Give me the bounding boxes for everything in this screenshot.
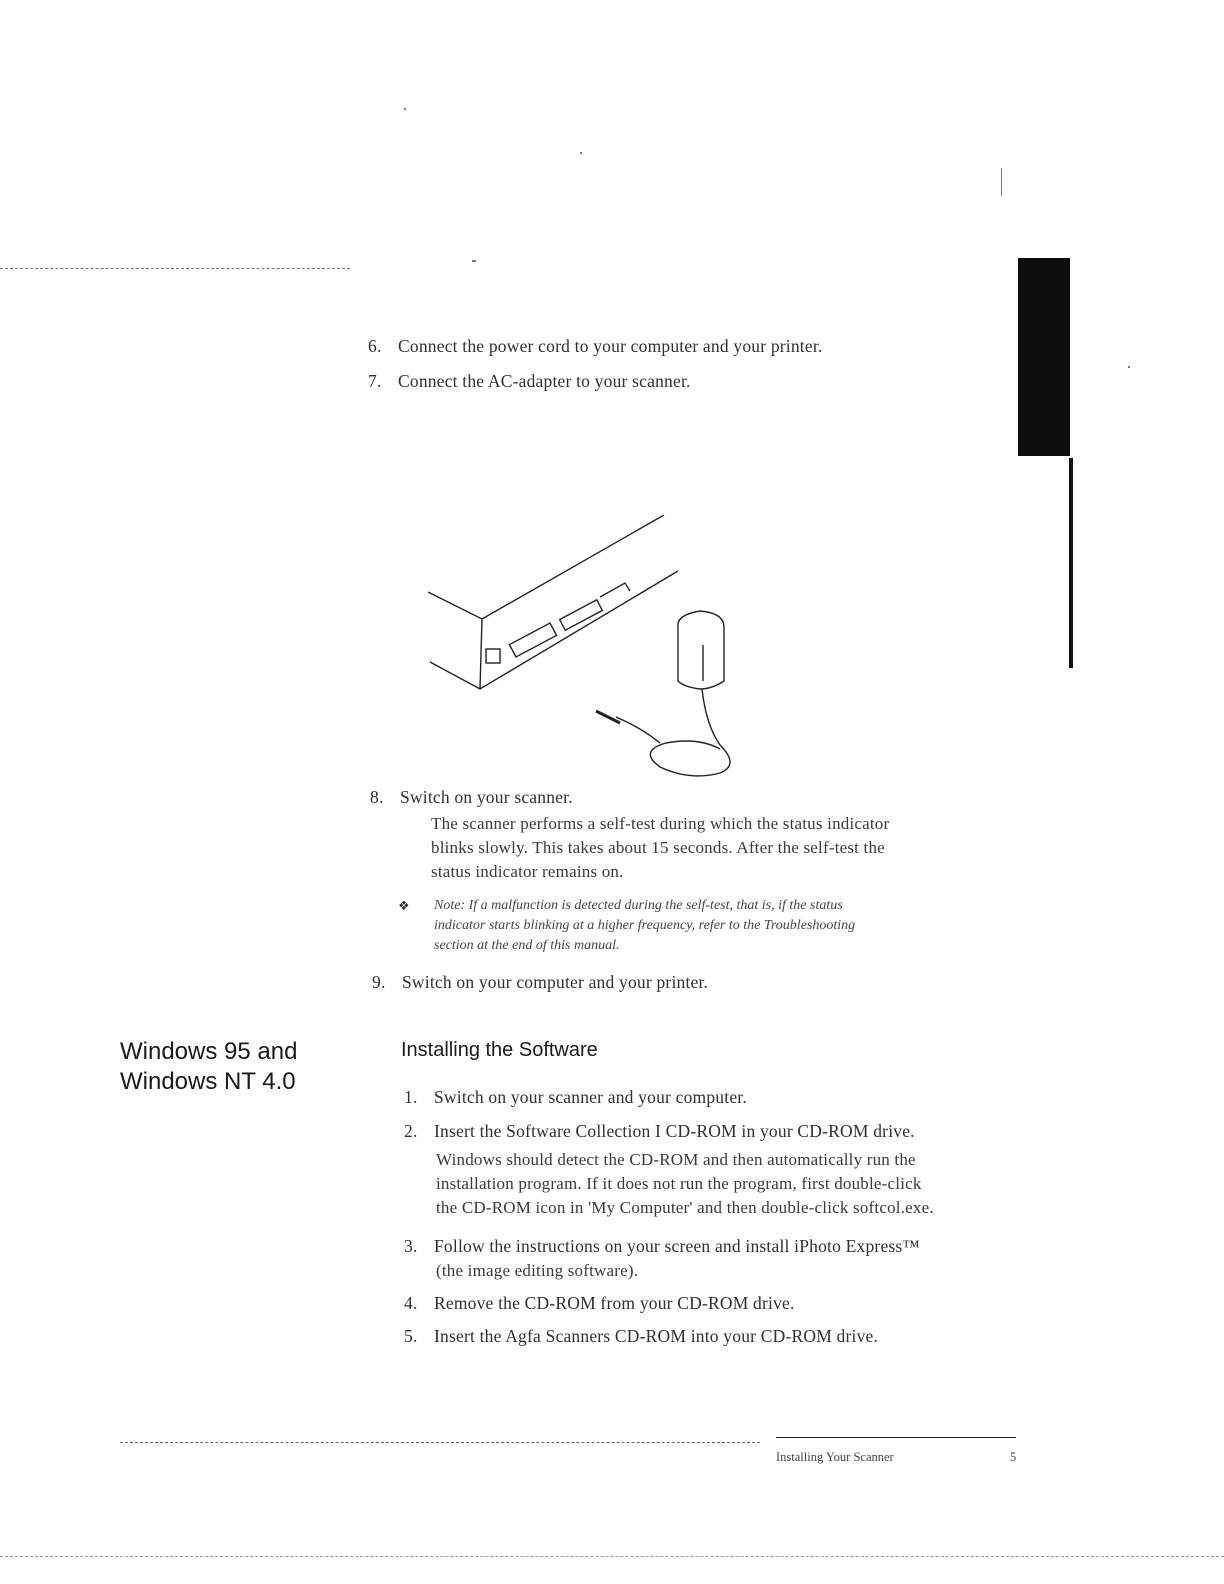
- footer-rule: [776, 1437, 1016, 1438]
- install-step-3-line-2: (the image editing software).: [436, 1261, 639, 1280]
- step-text: Insert the Software Collection I CD-ROM in your CD-ROM drive.: [434, 1121, 915, 1141]
- step-number: 8.: [370, 787, 384, 807]
- step-number: 1.: [404, 1087, 418, 1107]
- step-number: 9.: [372, 972, 386, 992]
- scsi-port: [560, 600, 603, 630]
- side-heading-line-2: Windows NT 4.0: [120, 1068, 296, 1095]
- note-line-3: section at the end of this manual.: [434, 938, 620, 953]
- install-step-2-detail-3: the CD-ROM icon in 'My Computer' and then double-click softcol.exe.: [436, 1198, 934, 1217]
- side-heading: [120, 1037, 297, 1097]
- install-step-1: [404, 1085, 1024, 1111]
- step-number: 7.: [368, 371, 382, 391]
- install-step-4: [404, 1291, 1024, 1317]
- step-7: [368, 369, 988, 395]
- thumb-tab: [1018, 258, 1070, 456]
- step-number: 3.: [404, 1236, 418, 1256]
- step-text: Connect the AC-adapter to your scanner.: [398, 371, 691, 391]
- scan-speck: [472, 260, 476, 262]
- scanner-top-edge: [428, 515, 664, 619]
- scan-speck: [580, 152, 582, 154]
- install-step-3: [404, 1234, 1024, 1260]
- adapter-cable: [650, 689, 730, 776]
- parallel-port: [509, 623, 556, 657]
- footer-title: Installing Your Scanner: [776, 1450, 894, 1464]
- scanner-side-edge: [480, 619, 482, 689]
- step-text: Switch on your scanner and your computer.: [434, 1087, 747, 1107]
- page-number: 5: [1010, 1450, 1017, 1464]
- note-bullet-icon: ❖: [398, 898, 410, 913]
- step-8-line-2: blinks slowly. This takes about 15 seconds. After the self-test the: [431, 838, 885, 857]
- step-8-line-1: The scanner performs a self-test during which the status indicator: [431, 814, 890, 833]
- side-heading-line-1: Windows 95 and: [120, 1038, 298, 1065]
- scan-speck: [404, 108, 406, 110]
- note-line-1: Note: If a malfunction is detected during the self-test, that is, if the status: [434, 898, 843, 913]
- step-text: Switch on your scanner.: [400, 787, 573, 807]
- scan-artifact-line: [0, 268, 350, 269]
- footer-rule-dashed: [120, 1442, 760, 1443]
- adapter-plug: [616, 717, 660, 743]
- step-number: 5.: [404, 1326, 418, 1346]
- step-number: 2.: [404, 1121, 418, 1141]
- note-line-2: indicator starts blinking at a higher frequency, refer to the Troubleshooting: [434, 918, 856, 933]
- install-step-2-detail-2: installation program. If it does not run the program, first double-click: [436, 1174, 922, 1193]
- scan-speck: [1128, 366, 1130, 368]
- step-6: [368, 334, 988, 360]
- step-text: Insert the Agfa Scanners CD-ROM into your CD-ROM drive.: [434, 1326, 879, 1346]
- step-9: [372, 970, 992, 996]
- step-8: [370, 785, 990, 811]
- power-port: [486, 649, 500, 663]
- scan-speck: [1001, 168, 1002, 196]
- section-heading: Installing the Software: [401, 1039, 598, 1061]
- step-text: Connect the power cord to your computer and your printer.: [398, 336, 823, 356]
- step-text: Follow the instructions on your screen and install iPhoto Express™: [434, 1236, 920, 1256]
- install-step-5: [404, 1324, 1024, 1350]
- step-text: Switch on your computer and your printer.: [402, 972, 709, 992]
- scanner-adapter-illustration: [420, 505, 770, 780]
- scan-artifact-line: [0, 1556, 1224, 1557]
- step-8-line-3: status indicator remains on.: [431, 862, 624, 881]
- adapter-body: [678, 611, 724, 689]
- install-step-2-detail-1: Windows should detect the CD-ROM and then automatically run the: [436, 1150, 916, 1169]
- step-number: 6.: [368, 336, 382, 356]
- install-step-2: [404, 1119, 1024, 1145]
- step-number: 4.: [404, 1293, 418, 1313]
- thumb-tab-rule: [1069, 458, 1073, 668]
- step-text: Remove the CD-ROM from your CD-ROM drive.: [434, 1293, 795, 1313]
